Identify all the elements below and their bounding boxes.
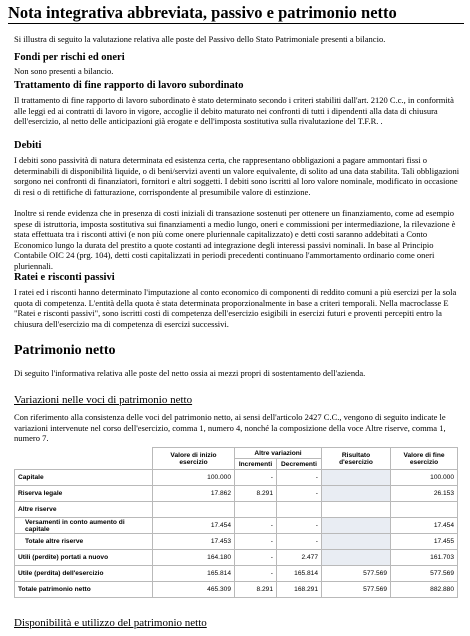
patrimonio-heading: Patrimonio netto <box>14 343 116 358</box>
cell-risultato <box>322 518 391 534</box>
cell-incrementi: 8.291 <box>235 582 277 598</box>
table-row-total <box>15 582 458 598</box>
header-decrementi: Decrementi <box>277 459 322 470</box>
cell-risultato <box>322 470 391 486</box>
debiti-heading: Debiti <box>14 140 42 151</box>
cell-risultato <box>322 486 391 502</box>
fondi-text: Non sono presenti a bilancio. <box>14 66 114 76</box>
header-risultato: Risultato d'esercizio <box>322 448 391 470</box>
cell-fine <box>391 502 458 518</box>
cell-inizio: 164.180 <box>153 550 235 566</box>
table-row <box>15 486 458 502</box>
cell-risultato <box>322 502 391 518</box>
variazioni-text: Con riferimento alla consistenza delle voci del patrimonio netto, ai sensi dell'articolo 2427 C.C., vengono di seguito indicate le variazioni intervenute nel corso dell'esercizio, comma 1, numero 4, nonché la composizione della voce Altre riserve, comma 1, numero 7. <box>14 412 446 444</box>
disponibilita-heading: Disponibilità e utilizzo del patrimonio netto <box>14 617 207 629</box>
cell-inizio: 165.814 <box>153 566 235 582</box>
row-label: Versamenti in conto aumento di capitale <box>15 518 153 534</box>
table-row <box>15 502 458 518</box>
table-row <box>15 518 458 534</box>
cell-inizio <box>153 502 235 518</box>
cell-inizio: 17.454 <box>153 518 235 534</box>
cell-fine: 26.153 <box>391 486 458 502</box>
header-inizio: Valore di inizio esercizio <box>153 448 235 470</box>
cell-incrementi: - <box>235 518 277 534</box>
table-row <box>15 470 458 486</box>
cell-decrementi: - <box>277 470 322 486</box>
patrimonio-netto-table <box>14 447 458 598</box>
variazioni-heading: Variazioni nelle voci di patrimonio netto <box>14 394 193 406</box>
cell-fine: 882.880 <box>391 582 458 598</box>
table-corner <box>15 448 153 470</box>
row-label: Totale altre riserve <box>15 534 153 550</box>
cell-decrementi: 2.477 <box>277 550 322 566</box>
ratei-heading: Ratei e risconti passivi <box>14 272 115 283</box>
ratei-text: I ratei ed i risconti hanno determinato l'imputazione al conto economico di componenti di reddito comuni a più esercizi per la sola quota di competenza. L'entità della quota è stata determinata proporzionalmente in base a criteri temporali. Nella macroclasse E "Ratei e risconti passivi", sono iscritti costi di competenza dell'esercizio esigibili in esercizi futuri e proventi percepiti entro la chiusura dell'esercizio ma di competenza di esercizi successivi. <box>14 287 457 329</box>
row-label: Altre riserve <box>15 502 153 518</box>
cell-inizio: 465.309 <box>153 582 235 598</box>
row-label: Utili (perdite) portati a nuovo <box>15 550 153 566</box>
cell-risultato <box>322 550 391 566</box>
patrimonio-text: Di seguito l'informativa relativa alle poste del netto ossia ai mezzi propri di sostentamento dell'azienda. <box>14 368 366 378</box>
row-label: Utile (perdita) dell'esercizio <box>15 566 153 582</box>
cell-decrementi: - <box>277 518 322 534</box>
table-row <box>15 566 458 582</box>
table-row <box>15 550 458 566</box>
cell-fine: 100.000 <box>391 470 458 486</box>
tfr-text: Il trattamento di fine rapporto di lavoro subordinato è stato determinato secondo i criteri stabiliti dall'art. 2120 C.c., in conformità alle leggi ed ai contratti di lavoro in vigore, accoglie il debito maturato nei confronti di tutti i dipendenti alla data di chiusura dell'esercizio, al netto delle anticipazioni già erogate e dell'imposta sostitutiva sulla rivalutazione del T.F.R. . <box>14 95 454 127</box>
cell-decrementi: 165.814 <box>277 566 322 582</box>
cell-risultato <box>322 534 391 550</box>
cell-decrementi: - <box>277 486 322 502</box>
cell-inizio: 17.862 <box>153 486 235 502</box>
header-incrementi: Incrementi <box>235 459 277 470</box>
cell-decrementi: - <box>277 534 322 550</box>
table-row <box>15 534 458 550</box>
debiti-text-2: Inoltre si rende evidenza che in presenza di costi iniziali di transazione sostenuti per ottenere un finanziamento, come ad esempio spese di istruttoria, imposta sostitutiva sui finanziamenti a medio lungo, oneri e commissioni per intermediazione, la rilevazione è stata effettuata tra i risconti attivi (e non più come onere pluriennale capitalizzato) e detti costi saranno addebitati a Conto Economico lungo la durata del prestito a quote costanti ad integrazione degli interessi passivi nominali. In base al Principio Contabile OIC 24 (prg. 104), detti costi capitalizzati in periodi precedenti continuano l'ammortamento ordinario come oneri pluriennali. <box>14 208 456 271</box>
row-label: Riserva legale <box>15 486 153 502</box>
cell-risultato: 577.569 <box>322 582 391 598</box>
tfr-heading: Trattamento di fine rapporto di lavoro subordinato <box>14 80 244 91</box>
row-label: Capitale <box>15 470 153 486</box>
cell-decrementi <box>277 502 322 518</box>
fondi-heading: Fondi per rischi ed oneri <box>14 52 125 63</box>
cell-incrementi <box>235 502 277 518</box>
cell-decrementi: 168.291 <box>277 582 322 598</box>
row-label: Totale patrimonio netto <box>15 582 153 598</box>
cell-incrementi: - <box>235 566 277 582</box>
cell-incrementi: - <box>235 550 277 566</box>
cell-fine: 17.455 <box>391 534 458 550</box>
cell-risultato: 577.569 <box>322 566 391 582</box>
header-fine: Valore di fine esercizio <box>391 448 458 470</box>
cell-inizio: 17.453 <box>153 534 235 550</box>
cell-incrementi: 8.291 <box>235 486 277 502</box>
intro-text: Si illustra di seguito la valutazione relativa alle poste del Passivo dello Stato Patrimoniale presenti a bilancio. <box>14 34 386 44</box>
page-title: Nota integrativa abbreviata, passivo e patrimonio netto <box>8 3 464 24</box>
cell-incrementi: - <box>235 470 277 486</box>
cell-fine: 161.703 <box>391 550 458 566</box>
cell-fine: 577.569 <box>391 566 458 582</box>
debiti-text-1: I debiti sono passività di natura determinata ed esistenza certa, che rappresentano obbligazioni a pagare ammontari fissi o determinabili di disponibilità liquide, o di beni/servizi aventi un valore equivalente, di solito ad una data stabilita. Tali obbligazioni sorgono nei confronti di finanziatori, fornitori e altri soggetti. I debiti sono iscritti al loro valore nominale, modificato in occasione di resi o di rettifiche di fatturazione, corrispondente al presumibile valore di estinzione. <box>14 155 460 197</box>
cell-inizio: 100.000 <box>153 470 235 486</box>
cell-fine: 17.454 <box>391 518 458 534</box>
cell-incrementi: - <box>235 534 277 550</box>
header-altre-variazioni: Altre variazioni <box>235 448 322 459</box>
